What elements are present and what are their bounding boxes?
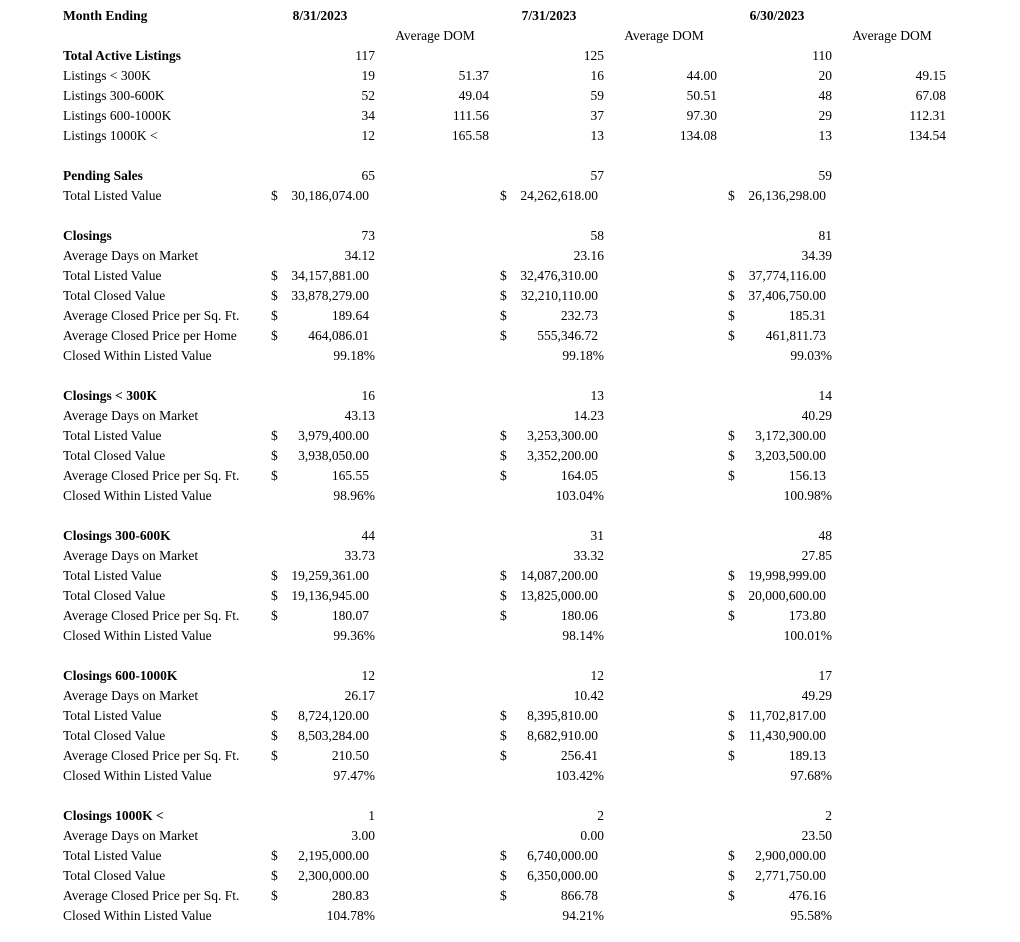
metric-value: 32,476,310.00 (520, 268, 598, 283)
listing-average-dom: 111.56 (452, 108, 489, 123)
metric-label: Average Days on Market (63, 548, 199, 563)
metric-label: Total Listed Value (63, 848, 162, 863)
metric-label: Closed Within Listed Value (63, 768, 212, 783)
metric-value: 103.04% (555, 488, 604, 503)
metric-value: 44 (361, 528, 375, 543)
dollar-sign: $ (500, 848, 507, 863)
dollar-sign: $ (271, 588, 278, 603)
listing-average-dom: 49.04 (458, 88, 489, 103)
metric-value: 37,406,750.00 (748, 288, 826, 303)
metric-value: 256.41 (560, 748, 598, 763)
listing-count: 48 (818, 88, 832, 103)
dollar-sign: $ (728, 428, 735, 443)
dollar-sign: $ (500, 448, 507, 463)
metric-value: 6,740,000.00 (527, 848, 598, 863)
dollar-sign: $ (271, 428, 278, 443)
pending-sales-title: Pending Sales (63, 168, 143, 183)
metric-label: Average Closed Price per Sq. Ft. (63, 748, 240, 763)
dollar-sign: $ (500, 728, 507, 743)
metric-value: 461,811.73 (765, 328, 826, 343)
metric-label: Total Listed Value (63, 708, 162, 723)
metric-label: Total Listed Value (63, 268, 162, 283)
metric-value: 40.29 (801, 408, 832, 423)
dollar-sign: $ (728, 468, 735, 483)
metric-value: 185.31 (788, 308, 826, 323)
metric-value: 2,900,000.00 (755, 848, 826, 863)
metric-value: 99.18% (333, 348, 375, 363)
dollar-sign: $ (271, 748, 278, 763)
metric-value: 99.18% (562, 348, 604, 363)
metric-value: 99.36% (333, 628, 375, 643)
metric-value: 165.55 (331, 468, 369, 483)
dollar-sign: $ (728, 708, 735, 723)
listing-count: 20 (818, 68, 832, 83)
metric-label: Average Closed Price per Home (63, 328, 237, 343)
metric-value: 97.68% (790, 768, 832, 783)
metric-value: 3.00 (351, 828, 375, 843)
dollar-sign: $ (271, 728, 278, 743)
dollar-sign: $ (500, 268, 507, 283)
pending-listed-value: 26,136,298.00 (748, 188, 826, 203)
metric-value: 12 (590, 668, 604, 683)
metric-label: Total Listed Value (63, 428, 162, 443)
metric-value: 14 (818, 388, 832, 403)
metric-value: 173.80 (788, 608, 826, 623)
pending-count: 59 (818, 168, 832, 183)
metric-value: 33,878,279.00 (291, 288, 369, 303)
closings-section-title: Closings 1000K < (63, 808, 164, 823)
listing-average-dom: 49.15 (915, 68, 946, 83)
listing-count: 34 (361, 108, 375, 123)
metric-value: 14.23 (573, 408, 604, 423)
listing-count: 16 (590, 68, 604, 83)
metric-value: 3,979,400.00 (298, 428, 369, 443)
metric-value: 2,300,000.00 (298, 868, 369, 883)
month-ending-label: Month Ending (63, 8, 148, 23)
month-header: 6/30/2023 (749, 8, 805, 23)
dollar-sign: $ (728, 588, 735, 603)
metric-value: 97.47% (333, 768, 375, 783)
metric-value: 210.50 (331, 748, 369, 763)
dollar-sign: $ (728, 888, 735, 903)
dollar-sign: $ (728, 448, 735, 463)
dollar-sign: $ (500, 468, 507, 483)
dollar-sign: $ (271, 448, 278, 463)
dollar-sign: $ (271, 708, 278, 723)
metric-value: 100.98% (783, 488, 832, 503)
dollar-sign: $ (271, 288, 278, 303)
dollar-sign: $ (728, 608, 735, 623)
closings-section-title: Closings 300-600K (63, 528, 171, 543)
closings-section-title: Closings 600-1000K (63, 668, 178, 683)
metric-value: 73 (361, 228, 375, 243)
metric-label: Total Listed Value (63, 568, 162, 583)
metric-label: Closed Within Listed Value (63, 348, 212, 363)
metric-value: 20,000,600.00 (748, 588, 826, 603)
metric-value: 3,352,200.00 (527, 448, 598, 463)
metric-label: Average Days on Market (63, 408, 199, 423)
dollar-sign: $ (271, 188, 278, 203)
dollar-sign: $ (500, 288, 507, 303)
dollar-sign: $ (500, 708, 507, 723)
metric-value: 49.29 (801, 688, 832, 703)
dollar-sign: $ (728, 868, 735, 883)
metric-label: Average Closed Price per Sq. Ft. (63, 888, 240, 903)
month-header: 8/31/2023 (292, 8, 348, 23)
listing-average-dom: 97.30 (686, 108, 717, 123)
metric-label: Total Closed Value (63, 868, 166, 883)
dollar-sign: $ (728, 568, 735, 583)
metric-value: 13,825,000.00 (520, 588, 598, 603)
metric-value: 11,430,900.00 (748, 728, 826, 743)
average-dom-header: Average DOM (624, 28, 704, 43)
metric-label: Closed Within Listed Value (63, 488, 212, 503)
metric-value: 11,702,817.00 (748, 708, 826, 723)
active-listings-total: 110 (812, 48, 832, 63)
listing-average-dom: 50.51 (686, 88, 717, 103)
metric-label: Closed Within Listed Value (63, 908, 212, 923)
metric-label: Average Closed Price per Sq. Ft. (63, 468, 240, 483)
pending-listed-value: 24,262,618.00 (520, 188, 598, 203)
listing-count: 12 (361, 128, 375, 143)
metric-value: 464,086.01 (308, 328, 369, 343)
metric-value: 2 (597, 808, 604, 823)
closings-section-title: Closings < 300K (63, 388, 157, 403)
metric-value: 19,259,361.00 (291, 568, 369, 583)
metric-label: Average Days on Market (63, 828, 199, 843)
dollar-sign: $ (500, 748, 507, 763)
active-listings-total: 117 (355, 48, 375, 63)
pending-count: 65 (361, 168, 375, 183)
metric-value: 8,503,284.00 (298, 728, 369, 743)
metric-label: Average Closed Price per Sq. Ft. (63, 608, 240, 623)
dollar-sign: $ (728, 328, 735, 343)
pending-listed-value: 30,186,074.00 (291, 188, 369, 203)
metric-value: 100.01% (783, 628, 832, 643)
listing-range-label: Listings < 300K (63, 68, 151, 83)
listing-average-dom: 165.58 (451, 128, 489, 143)
dollar-sign: $ (500, 888, 507, 903)
listing-range-label: Listings 1000K < (63, 128, 158, 143)
metric-value: 8,682,910.00 (527, 728, 598, 743)
average-dom-header: Average DOM (852, 28, 932, 43)
listing-count: 13 (590, 128, 604, 143)
listing-average-dom: 112.31 (909, 108, 946, 123)
metric-value: 19,998,999.00 (748, 568, 826, 583)
metric-value: 2,771,750.00 (755, 868, 826, 883)
metric-value: 3,253,300.00 (527, 428, 598, 443)
metric-value: 156.13 (788, 468, 826, 483)
dollar-sign: $ (728, 308, 735, 323)
dollar-sign: $ (271, 888, 278, 903)
metric-value: 23.16 (573, 248, 604, 263)
dollar-sign: $ (728, 748, 735, 763)
metric-value: 48 (818, 528, 832, 543)
metric-value: 180.07 (331, 608, 369, 623)
closings-section-title: Closings (63, 228, 112, 243)
listing-count: 29 (818, 108, 832, 123)
dollar-sign: $ (271, 268, 278, 283)
metric-value: 232.73 (560, 308, 598, 323)
metric-value: 6,350,000.00 (527, 868, 598, 883)
average-dom-header: Average DOM (395, 28, 475, 43)
metric-value: 98.14% (562, 628, 604, 643)
metric-label: Average Closed Price per Sq. Ft. (63, 308, 240, 323)
metric-value: 33.32 (573, 548, 604, 563)
metric-value: 37,774,116.00 (748, 268, 826, 283)
metric-value: 34.12 (344, 248, 375, 263)
dollar-sign: $ (500, 588, 507, 603)
metric-value: 10.42 (573, 688, 604, 703)
pending-count: 57 (590, 168, 604, 183)
metric-value: 0.00 (580, 828, 604, 843)
metric-value: 8,724,120.00 (298, 708, 369, 723)
dollar-sign: $ (271, 308, 278, 323)
metric-value: 99.03% (790, 348, 832, 363)
metric-value: 2,195,000.00 (298, 848, 369, 863)
metric-value: 3,172,300.00 (755, 428, 826, 443)
dollar-sign: $ (728, 268, 735, 283)
metric-label: Average Days on Market (63, 248, 199, 263)
dollar-sign: $ (500, 328, 507, 343)
metric-value: 13 (590, 388, 604, 403)
dollar-sign: $ (728, 848, 735, 863)
metric-value: 33.73 (344, 548, 375, 563)
metric-value: 23.50 (801, 828, 832, 843)
metric-label: Closed Within Listed Value (63, 628, 212, 643)
listing-count: 59 (590, 88, 604, 103)
listing-average-dom: 44.00 (686, 68, 717, 83)
metric-value: 1 (368, 808, 375, 823)
pending-value-label: Total Listed Value (63, 188, 162, 203)
metric-value: 16 (361, 388, 375, 403)
metric-value: 14,087,200.00 (520, 568, 598, 583)
metric-value: 43.13 (344, 408, 375, 423)
listing-count: 52 (361, 88, 375, 103)
metric-value: 180.06 (560, 608, 598, 623)
listing-count: 19 (361, 68, 375, 83)
metric-label: Total Closed Value (63, 448, 166, 463)
listing-average-dom: 51.37 (458, 68, 489, 83)
metric-value: 555,346.72 (537, 328, 598, 343)
metric-value: 866.78 (560, 888, 598, 903)
metric-value: 32,210,110.00 (520, 288, 598, 303)
dollar-sign: $ (500, 608, 507, 623)
dollar-sign: $ (271, 868, 278, 883)
metric-value: 12 (361, 668, 375, 683)
dollar-sign: $ (728, 188, 735, 203)
metric-value: 476.16 (788, 888, 826, 903)
dollar-sign: $ (728, 728, 735, 743)
dollar-sign: $ (500, 428, 507, 443)
listing-average-dom: 134.54 (908, 128, 946, 143)
metric-value: 17 (818, 668, 832, 683)
dollar-sign: $ (728, 288, 735, 303)
metric-label: Total Closed Value (63, 728, 166, 743)
metric-value: 280.83 (331, 888, 369, 903)
listing-range-label: Listings 300-600K (63, 88, 165, 103)
metric-value: 26.17 (344, 688, 375, 703)
metric-value: 98.96% (333, 488, 375, 503)
dollar-sign: $ (271, 848, 278, 863)
metric-value: 164.05 (560, 468, 598, 483)
metric-value: 3,203,500.00 (755, 448, 826, 463)
dollar-sign: $ (271, 608, 278, 623)
dollar-sign: $ (271, 568, 278, 583)
listing-count: 37 (590, 108, 604, 123)
metric-value: 104.78% (326, 908, 375, 923)
metric-value: 27.85 (801, 548, 832, 563)
dollar-sign: $ (271, 328, 278, 343)
metric-value: 81 (818, 228, 832, 243)
listing-average-dom: 134.08 (679, 128, 717, 143)
metric-value: 8,395,810.00 (527, 708, 598, 723)
dollar-sign: $ (271, 468, 278, 483)
metric-value: 2 (825, 808, 832, 823)
metric-value: 31 (590, 528, 604, 543)
month-header: 7/31/2023 (521, 8, 577, 23)
metric-value: 95.58% (790, 908, 832, 923)
active-listings-total: 125 (583, 48, 604, 63)
metric-value: 19,136,945.00 (291, 588, 369, 603)
metric-label: Total Closed Value (63, 288, 166, 303)
dollar-sign: $ (500, 188, 507, 203)
metric-value: 34,157,881.00 (291, 268, 369, 283)
metric-value: 189.13 (788, 748, 826, 763)
active-listings-title: Total Active Listings (63, 48, 182, 63)
metric-label: Average Days on Market (63, 688, 199, 703)
listing-count: 13 (818, 128, 832, 143)
metric-value: 58 (590, 228, 604, 243)
metric-label: Total Closed Value (63, 588, 166, 603)
dollar-sign: $ (500, 308, 507, 323)
metric-value: 94.21% (562, 908, 604, 923)
dollar-sign: $ (500, 868, 507, 883)
dollar-sign: $ (500, 568, 507, 583)
metric-value: 103.42% (555, 768, 604, 783)
listing-average-dom: 67.08 (915, 88, 946, 103)
metric-value: 189.64 (331, 308, 369, 323)
listing-range-label: Listings 600-1000K (63, 108, 172, 123)
metric-value: 3,938,050.00 (298, 448, 369, 463)
metric-value: 34.39 (801, 248, 832, 263)
